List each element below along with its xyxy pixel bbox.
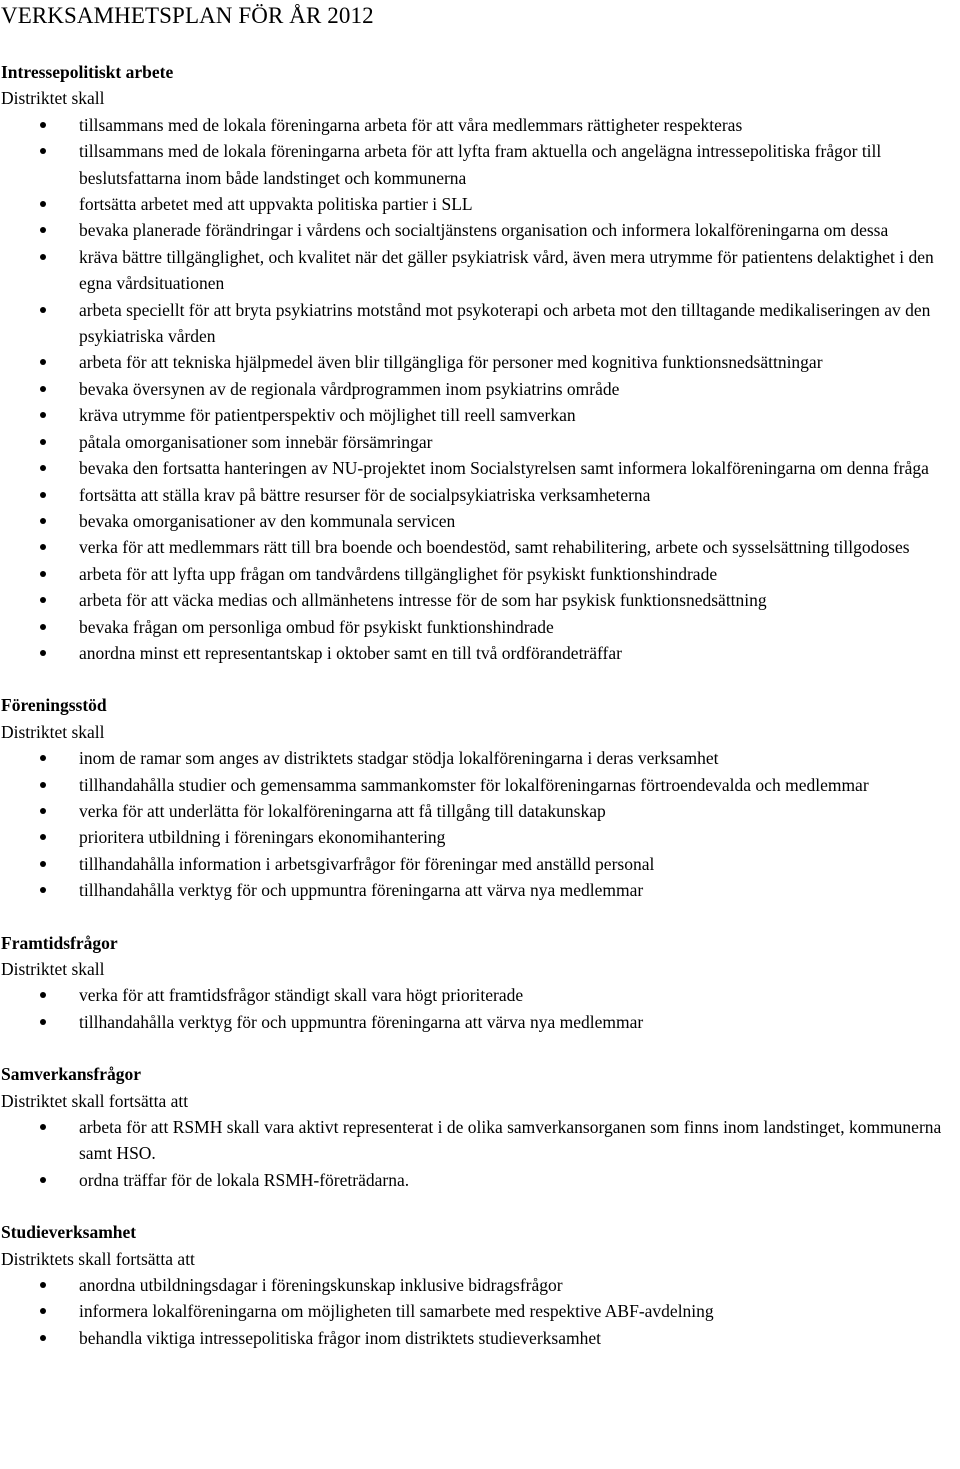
list-item-text: arbeta speciellt för att bryta psykiatrins motstånd mot psykoterapi och arbeta mot den tilltagande medikaliseringen av den psykiatriska vården — [79, 299, 931, 347]
bullet-icon — [40, 1177, 46, 1183]
bullet-list — [1, 1272, 960, 1351]
list-item-text: informera lokalföreningarna om möjligheten till samarbete med respektive ABF-avdelning — [79, 1301, 714, 1322]
bullet-icon — [40, 227, 46, 233]
bullet-icon — [40, 386, 46, 392]
document-title: VERKSAMHETSPLAN FÖR ÅR 2012 — [1, 3, 374, 28]
section-intro: Distriktets skall fortsätta att — [1, 1248, 195, 1269]
list-item — [1, 772, 960, 798]
list-item-text: kräva utrymme för patientperspektiv och möjlighet till reell samverkan — [79, 405, 576, 426]
bullet-icon — [40, 359, 46, 365]
list-item-text: bevaka översynen av de regionala vårdprogrammen inom psykiatrins område — [79, 378, 620, 399]
list-item — [1, 138, 960, 191]
bullet-icon — [40, 412, 46, 418]
list-item — [1, 508, 960, 534]
list-item-text: verka för att framtidsfrågor ständigt skall vara högt prioriterade — [79, 985, 524, 1006]
list-item-text: ordna träffar för de lokala RSMH-företrädarna. — [79, 1169, 410, 1190]
list-item — [1, 1009, 960, 1035]
section-intro: Distriktet skall fortsätta att — [1, 1090, 189, 1111]
section-heading: Föreningsstöd — [1, 695, 107, 716]
list-item-text: verka för att medlemmars rätt till bra boende och boendestöd, samt rehabilitering, arbete och sysselsättning tillgodoses — [79, 537, 910, 558]
bullet-icon — [40, 439, 46, 445]
list-item — [1, 745, 960, 771]
list-item — [1, 534, 960, 560]
list-item — [1, 798, 960, 824]
list-item — [1, 877, 960, 903]
section-heading: Framtidsfrågor — [1, 932, 118, 953]
list-item-text: tillhandahålla verktyg för och uppmuntra föreningarna att värva nya medlemmar — [79, 1011, 644, 1032]
section — [1, 59, 960, 666]
section-heading: Intressepolitiskt arbete — [1, 62, 174, 82]
list-item — [1, 587, 960, 613]
bullet-icon — [40, 201, 46, 207]
list-item — [1, 1272, 960, 1298]
list-item-text: bevaka frågan om personliga ombud för psykiskt funktionshindrade — [79, 616, 554, 637]
bullet-icon — [40, 808, 46, 814]
section — [1, 930, 960, 1036]
bullet-icon — [40, 992, 46, 998]
bullet-icon — [40, 861, 46, 867]
bullet-list — [1, 112, 960, 667]
list-item — [1, 1167, 960, 1193]
list-item — [1, 1114, 960, 1167]
list-item — [1, 1325, 960, 1351]
list-item-text: prioritera utbildning i föreningars ekonomihantering — [79, 827, 446, 848]
list-item-text: verka för att underlätta för lokalföreningarna att få tillgång till datakunskap — [79, 800, 606, 821]
list-item-text: tillsammans med de lokala föreningarna arbeta för att lyfta fram aktuella och angelägna intressepolitiska frågor till beslutsfattarna inom både landstinget och kommunerna — [79, 141, 882, 188]
list-item — [1, 112, 960, 138]
list-item-text: tillsammans med de lokala föreningarna arbeta för att våra medlemmars rättigheter respekteras — [79, 114, 743, 135]
bullet-list — [1, 982, 960, 1035]
list-item-text: fortsätta arbetet med att uppvakta politiska partier i SLL — [79, 194, 473, 215]
bullet-icon — [40, 254, 46, 260]
list-item — [1, 1298, 960, 1324]
list-item-text: tillhandahålla studier och gemensamma sammankomster för lokalföreningarnas förtroendevalda och medlemmar — [79, 774, 869, 795]
section-heading: Studieverksamhet — [1, 1222, 137, 1243]
list-item — [1, 614, 960, 640]
list-item — [1, 297, 960, 350]
bullet-icon — [40, 624, 46, 630]
list-item — [1, 640, 960, 666]
list-item-text: arbeta för att RSMH skall vara aktivt representerat i de olika samverkansorganen som finns inom landstinget, kommunerna samt HSO. — [79, 1117, 942, 1164]
list-item — [1, 851, 960, 877]
list-item — [1, 824, 960, 850]
bullet-icon — [40, 755, 46, 761]
bullet-icon — [40, 465, 46, 471]
bullet-icon — [40, 544, 46, 550]
list-item — [1, 561, 960, 587]
bullet-icon — [40, 834, 46, 840]
section — [1, 1219, 960, 1351]
bullet-icon — [40, 650, 46, 656]
bullet-icon — [40, 122, 46, 128]
list-item-text: behandla viktiga intressepolitiska frågor inom distriktets studieverksamhet — [79, 1327, 601, 1348]
bullet-list — [1, 1114, 960, 1193]
list-item — [1, 429, 960, 455]
bullet-icon — [40, 492, 46, 498]
list-item — [1, 217, 960, 243]
list-item-text: fortsätta att ställa krav på bättre resurser för de socialpsykiatriska verksamheterna — [79, 484, 651, 505]
list-item-text: anordna minst ett representantskap i oktober samt en till två ordförandeträffar — [79, 642, 622, 663]
list-item-text: påtala omorganisationer som innebär försämringar — [79, 431, 433, 452]
list-item — [1, 191, 960, 217]
section-heading: Samverkansfrågor — [1, 1064, 141, 1085]
list-item — [1, 349, 960, 375]
list-item — [1, 982, 960, 1008]
list-item-text: kräva bättre tillgänglighet, och kvalitet när det gäller psykiatrisk vård, även mera utrymme för patientens delaktighet i den egna vårdsituationen — [79, 246, 934, 294]
bullet-icon — [40, 307, 46, 313]
list-item-text: tillhandahålla verktyg för och uppmuntra föreningarna att värva nya medlemmar — [79, 880, 644, 901]
bullet-icon — [40, 1308, 46, 1314]
bullet-icon — [40, 571, 46, 577]
sections-container — [1, 59, 960, 1351]
list-item — [1, 402, 960, 428]
bullet-icon — [40, 1335, 46, 1341]
list-item-text: arbeta för att lyfta upp frågan om tandvårdens tillgänglighet för psykiskt funktionshindrade — [79, 563, 718, 584]
list-item-text: anordna utbildningsdagar i föreningskunskap inklusive bidragsfrågor — [79, 1275, 563, 1296]
list-item — [1, 244, 960, 297]
list-item — [1, 455, 960, 481]
list-item — [1, 482, 960, 508]
bullet-icon — [40, 1282, 46, 1288]
section — [1, 1061, 960, 1193]
bullet-icon — [40, 148, 46, 154]
bullet-icon — [40, 1124, 46, 1130]
section-intro: Distriktet skall — [1, 88, 105, 109]
section-intro: Distriktet skall — [1, 959, 105, 979]
list-item-text: arbeta för att tekniska hjälpmedel även blir tillgängliga för personer med kognitiva funktionsnedsättningar — [79, 352, 823, 373]
list-item-text: arbeta för att väcka medias och allmänhetens intresse för de som har psykisk funktionsnedsättning — [79, 590, 767, 611]
list-item-text: bevaka planerade förändringar i vårdens och socialtjänstens organisation och informera lokalföreningarna om dessa — [79, 220, 889, 241]
section — [1, 692, 960, 903]
bullet-icon — [40, 1019, 46, 1025]
list-item — [1, 376, 960, 402]
bullet-icon — [40, 518, 46, 524]
bullet-list — [1, 745, 960, 903]
bullet-icon — [40, 782, 46, 788]
list-item-text: tillhandahålla information i arbetsgivarfrågor för föreningar med anställd personal — [79, 853, 655, 874]
bullet-icon — [40, 597, 46, 603]
list-item-text: bevaka den fortsatta hanteringen av NU-projektet inom Socialstyrelsen samt informera lokalföreningarna om denna fråga — [79, 458, 929, 479]
section-intro: Distriktet skall — [1, 721, 105, 742]
list-item-text: bevaka omorganisationer av den kommunala servicen — [79, 510, 456, 531]
list-item-text: inom de ramar som anges av distriktets stadgar stödja lokalföreningarna i deras verksamhet — [79, 748, 719, 769]
bullet-icon — [40, 887, 46, 893]
